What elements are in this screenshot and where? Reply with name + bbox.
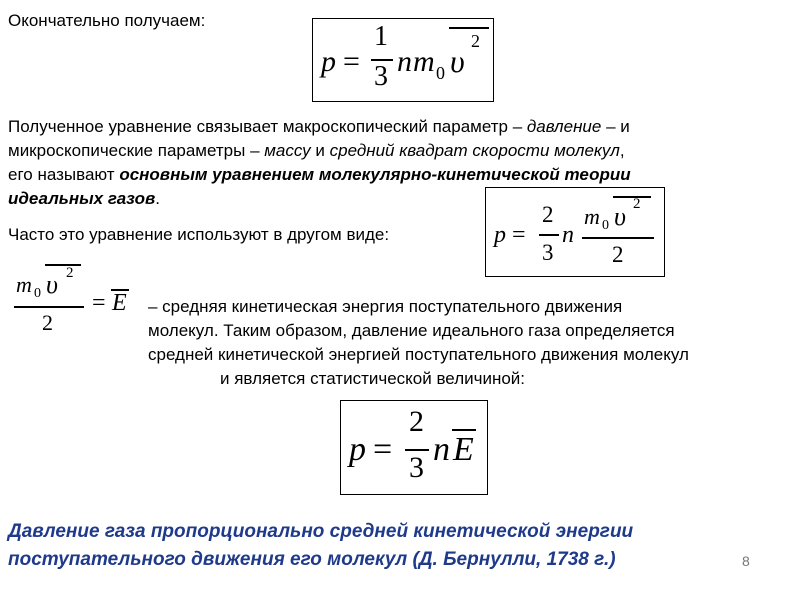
often-text: Часто это уравнение используют в другом виде: <box>8 225 390 244</box>
para1-l1c: – и <box>601 117 630 136</box>
f4-eq: = <box>373 431 393 468</box>
f3-den: 2 <box>42 310 53 335</box>
f1-sub: 0 <box>436 63 445 83</box>
para1-velocity: средний квадрат скорости молекул <box>329 141 620 160</box>
f3-m: m <box>16 272 32 297</box>
f1-v: υ <box>450 43 465 79</box>
f1-den: 3 <box>374 61 388 92</box>
f2-num: 2 <box>542 202 554 227</box>
f3-v: υ <box>46 270 58 299</box>
para1-l2e: , <box>619 141 625 160</box>
f1-num: 1 <box>374 21 388 52</box>
para2-line4: и является статистической величиной: <box>220 369 526 388</box>
f2-sup: 2 <box>633 196 641 212</box>
para1-pressure: давление <box>526 117 602 136</box>
para1-l1a: Полученное уравнение связывает макроскопический параметр – <box>8 117 527 136</box>
para1-mass: массу <box>264 141 311 160</box>
f2-sub: 0 <box>602 218 609 233</box>
f3-overline <box>45 264 81 266</box>
f1-overline <box>449 27 489 29</box>
f2-frac-line2 <box>582 237 654 239</box>
f1-n: n <box>397 45 412 78</box>
f3-sup: 2 <box>66 265 74 281</box>
f2-m: m <box>584 204 600 229</box>
para1-ideal-gases: идеальных газов <box>8 189 156 208</box>
f2-overline <box>613 196 651 198</box>
formula-energy <box>12 262 137 342</box>
intro-text: Окончательно получаем: <box>8 11 206 30</box>
formula-basic-box <box>312 18 494 102</box>
f1-p: p <box>321 45 336 78</box>
f4-num: 2 <box>409 405 424 438</box>
conclusion-line1: Давление газа пропорционально средней кинетической энергии <box>8 521 634 542</box>
para2-line3: средней кинетической энергией поступательного движения молекул <box>148 345 689 364</box>
f3-E: E <box>112 290 127 316</box>
para1-line4 <box>8 186 160 211</box>
f2-frac-line <box>539 234 559 236</box>
f4-p: p <box>349 431 366 468</box>
f4-E: E <box>453 431 474 468</box>
formula-alt-box <box>485 187 665 277</box>
para1-line1 <box>8 114 630 139</box>
f1-m: m <box>413 45 435 78</box>
para1-l3a: его называют <box>8 165 120 184</box>
para2-line1: – средняя кинетическая энергия поступательного движения <box>148 297 623 316</box>
para1-line2 <box>8 138 625 163</box>
page-number: 8 <box>742 553 750 569</box>
f2-n: n <box>562 222 574 248</box>
f3-eq: = <box>92 290 106 316</box>
para1-l4b: . <box>155 189 160 208</box>
para1-basic-equation: основным уравнением молекулярно-кинетической теории <box>119 165 631 184</box>
f4-n: n <box>433 431 450 468</box>
f3-frac-line <box>14 306 84 308</box>
conclusion-line2: поступательного движения его молекул (Д. Бернулли, 1738 г.) <box>8 549 616 570</box>
f2-v: υ <box>614 202 626 231</box>
para1-l2c: и <box>310 141 330 160</box>
f1-sup: 2 <box>471 31 480 51</box>
f2-den: 3 <box>542 240 554 265</box>
f4-den: 3 <box>409 451 424 484</box>
para1-line3 <box>8 162 631 187</box>
f3-sub: 0 <box>34 286 41 301</box>
formula-energy-box <box>340 400 488 495</box>
f1-eq: = <box>343 45 360 78</box>
f2-eq: = <box>512 222 526 248</box>
para2-line2: молекул. Таким образом, давление идеального газа определяется <box>148 321 675 340</box>
f2-den2: 2 <box>612 242 624 267</box>
para1-l2a: микроскопические параметры – <box>8 141 265 160</box>
f2-p: p <box>494 222 506 248</box>
